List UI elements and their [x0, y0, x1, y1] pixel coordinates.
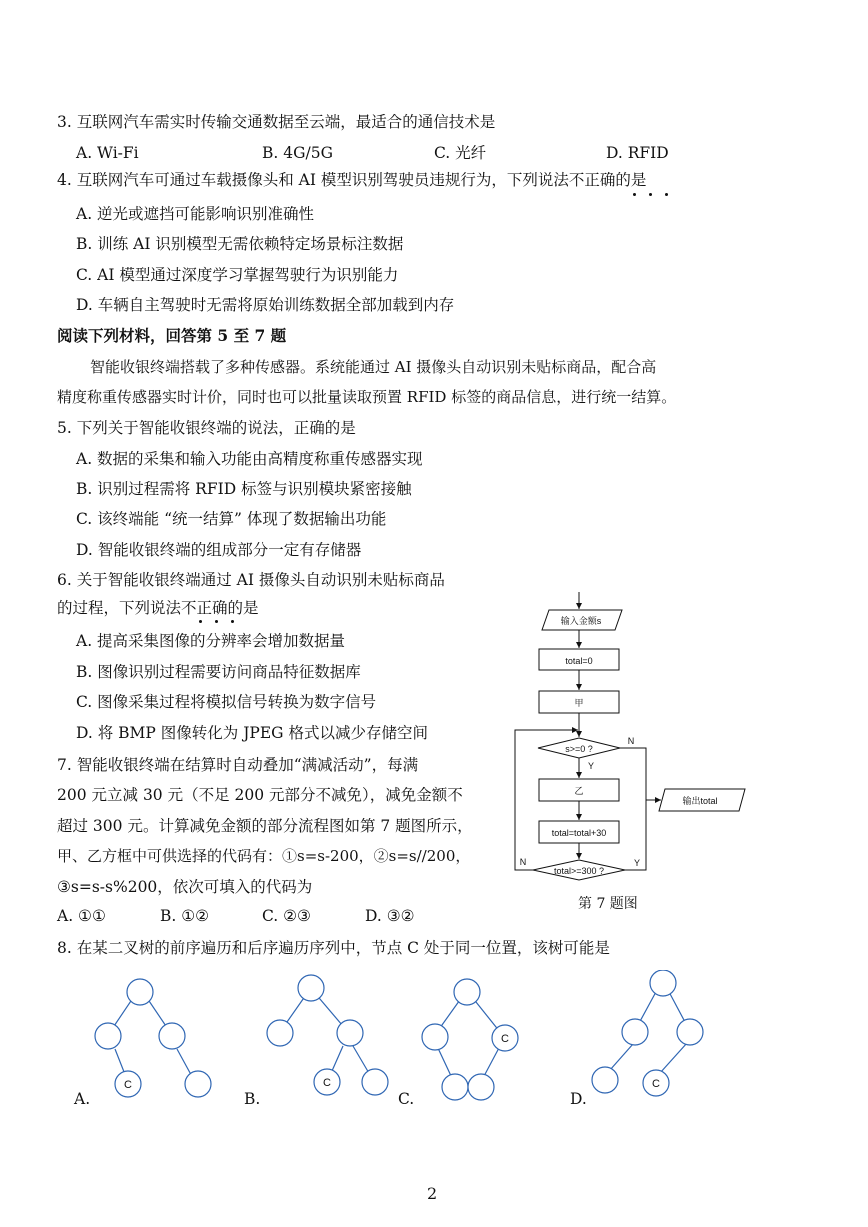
q8-option-d: D. — [570, 1090, 587, 1108]
q4-option-a: A. 逆光或遮挡可能影响识别准确性 — [76, 205, 315, 223]
flowchart-no-1: N — [627, 736, 635, 746]
q7-line-5: ③s=s-s%200，依次可填入的代码为 — [57, 878, 313, 896]
q5-option-d: D. 智能收银终端的组成部分一定有存储器 — [76, 541, 362, 559]
q4-option-d: D. 车辆自主驾驶时无需将原始训练数据全部加载到内存 — [76, 296, 455, 314]
q8-option-a: A. — [74, 1090, 91, 1108]
emphasis-dot — [649, 193, 652, 196]
q5-option-c: C. 该终端能 “统一结算” 体现了数据输出功能 — [76, 510, 387, 528]
q7-line-3: 超过 300 元。计算减免金额的部分流程图如第 7 题图所示， — [57, 817, 473, 835]
q7-line-4: 甲、乙方框中可供选择的代码有：①s=s-200，②s=s//200， — [57, 847, 471, 865]
flowchart-box-yi: 乙 — [574, 786, 584, 796]
q3-option-a: A. Wi-Fi — [76, 144, 139, 162]
emphasis-dot — [633, 193, 636, 196]
material-line-1: 智能收银终端搭载了多种传感器。系统能通过 AI 摄像头自动识别未贴标商品，配合高 — [90, 358, 657, 376]
q3-option-d: D. RFID — [606, 144, 669, 162]
flowchart-cond-1: s>=0 ? — [565, 744, 593, 754]
page-number: 2 — [427, 1184, 438, 1203]
q5-option-b: B. 识别过程需将 RFID 标签与识别模块紧密接触 — [76, 480, 412, 498]
q8-option-b: B. — [244, 1090, 261, 1108]
flowchart-no-2: N — [519, 857, 527, 867]
q7-option-d: D. ③② — [365, 907, 415, 925]
q4-option-c: C. AI 模型通过深度学习掌握驾驶行为识别能力 — [76, 266, 399, 284]
emphasis-dot — [215, 620, 218, 623]
emphasis-dot — [199, 620, 202, 623]
flowchart-input: 输入金额s — [560, 616, 602, 626]
q3-option-b: B. 4G/5G — [262, 144, 333, 162]
q7-line-1: 7. 智能收银终端在结算时自动叠加“满减活动”，每满 — [57, 756, 419, 774]
tree-c-node-c-label: C — [501, 1033, 509, 1045]
q7-line-2: 200 元立减 30 元（不足 200 元部分不减免），减免金额不 — [57, 786, 463, 804]
q3-option-c: C. 光纤 — [434, 144, 487, 162]
q6-stem-line-2: 的过程，下列说法不正确的是 — [57, 599, 259, 617]
tree-d-node-c-label: C — [652, 1078, 660, 1090]
q5-stem: 5. 下列关于智能收银终端的说法，正确的是 — [57, 419, 356, 437]
q5-option-a: A. 数据的采集和输入功能由高精度称重传感器实现 — [76, 450, 423, 468]
q6-option-d: D. 将 BMP 图像转化为 JPEG 格式以减少存储空间 — [76, 724, 428, 742]
q6-option-c: C. 图像采集过程将模拟信号转换为数字信号 — [76, 693, 377, 711]
q6-stem-line-1: 6. 关于智能收银终端通过 AI 摄像头自动识别未贴标商品 — [57, 571, 445, 589]
flowchart-init: total=0 — [565, 656, 593, 666]
flowchart-caption: 第 7 题图 — [578, 896, 638, 912]
emphasis-dot — [231, 620, 234, 623]
flowchart-output: 输出total — [682, 796, 718, 806]
q7-option-a: A. ①① — [57, 907, 106, 925]
q6-option-b: B. 图像识别过程需要访问商品特征数据库 — [76, 663, 361, 681]
tree-b-node-c-label: C — [323, 1077, 331, 1089]
q7-option-c: C. ②③ — [262, 907, 311, 925]
q4-stem: 4. 互联网汽车可通过车载摄像头和 AI 模型识别驾驶员违规行为，下列说法不正确的是 — [57, 171, 647, 189]
flowchart-yes-1: Y — [587, 761, 595, 771]
q3-stem: 3. 互联网汽车需实时传输交通数据至云端，最适合的通信技术是 — [57, 113, 496, 131]
flowchart-update: total=total+30 — [551, 828, 607, 838]
material-line-2: 精度称重传感器实时计价，同时也可以批量读取预置 RFID 标签的商品信息，进行统一结算。 — [57, 388, 677, 406]
q4-option-b: B. 训练 AI 识别模型无需依赖特定场景标注数据 — [76, 235, 404, 253]
section-heading: 阅读下列材料，回答第 5 至 7 题 — [57, 326, 287, 345]
q6-option-a: A. 提高采集图像的分辨率会增加数据量 — [76, 632, 346, 650]
q8-stem: 8. 在某二叉树的前序遍历和后序遍历序列中，节点 C 处于同一位置，该树可能是 — [57, 939, 610, 957]
q8-option-c: C. — [398, 1090, 415, 1108]
flowchart-cond-2: total>=300 ? — [553, 866, 605, 876]
emphasis-dot — [665, 193, 668, 196]
flowchart-yes-2: Y — [633, 858, 641, 868]
flowchart — [505, 590, 755, 920]
flowchart-box-jia: 甲 — [574, 698, 584, 708]
tree-a-node-c-label: C — [124, 1079, 132, 1091]
q7-option-b: B. ①② — [160, 907, 210, 925]
